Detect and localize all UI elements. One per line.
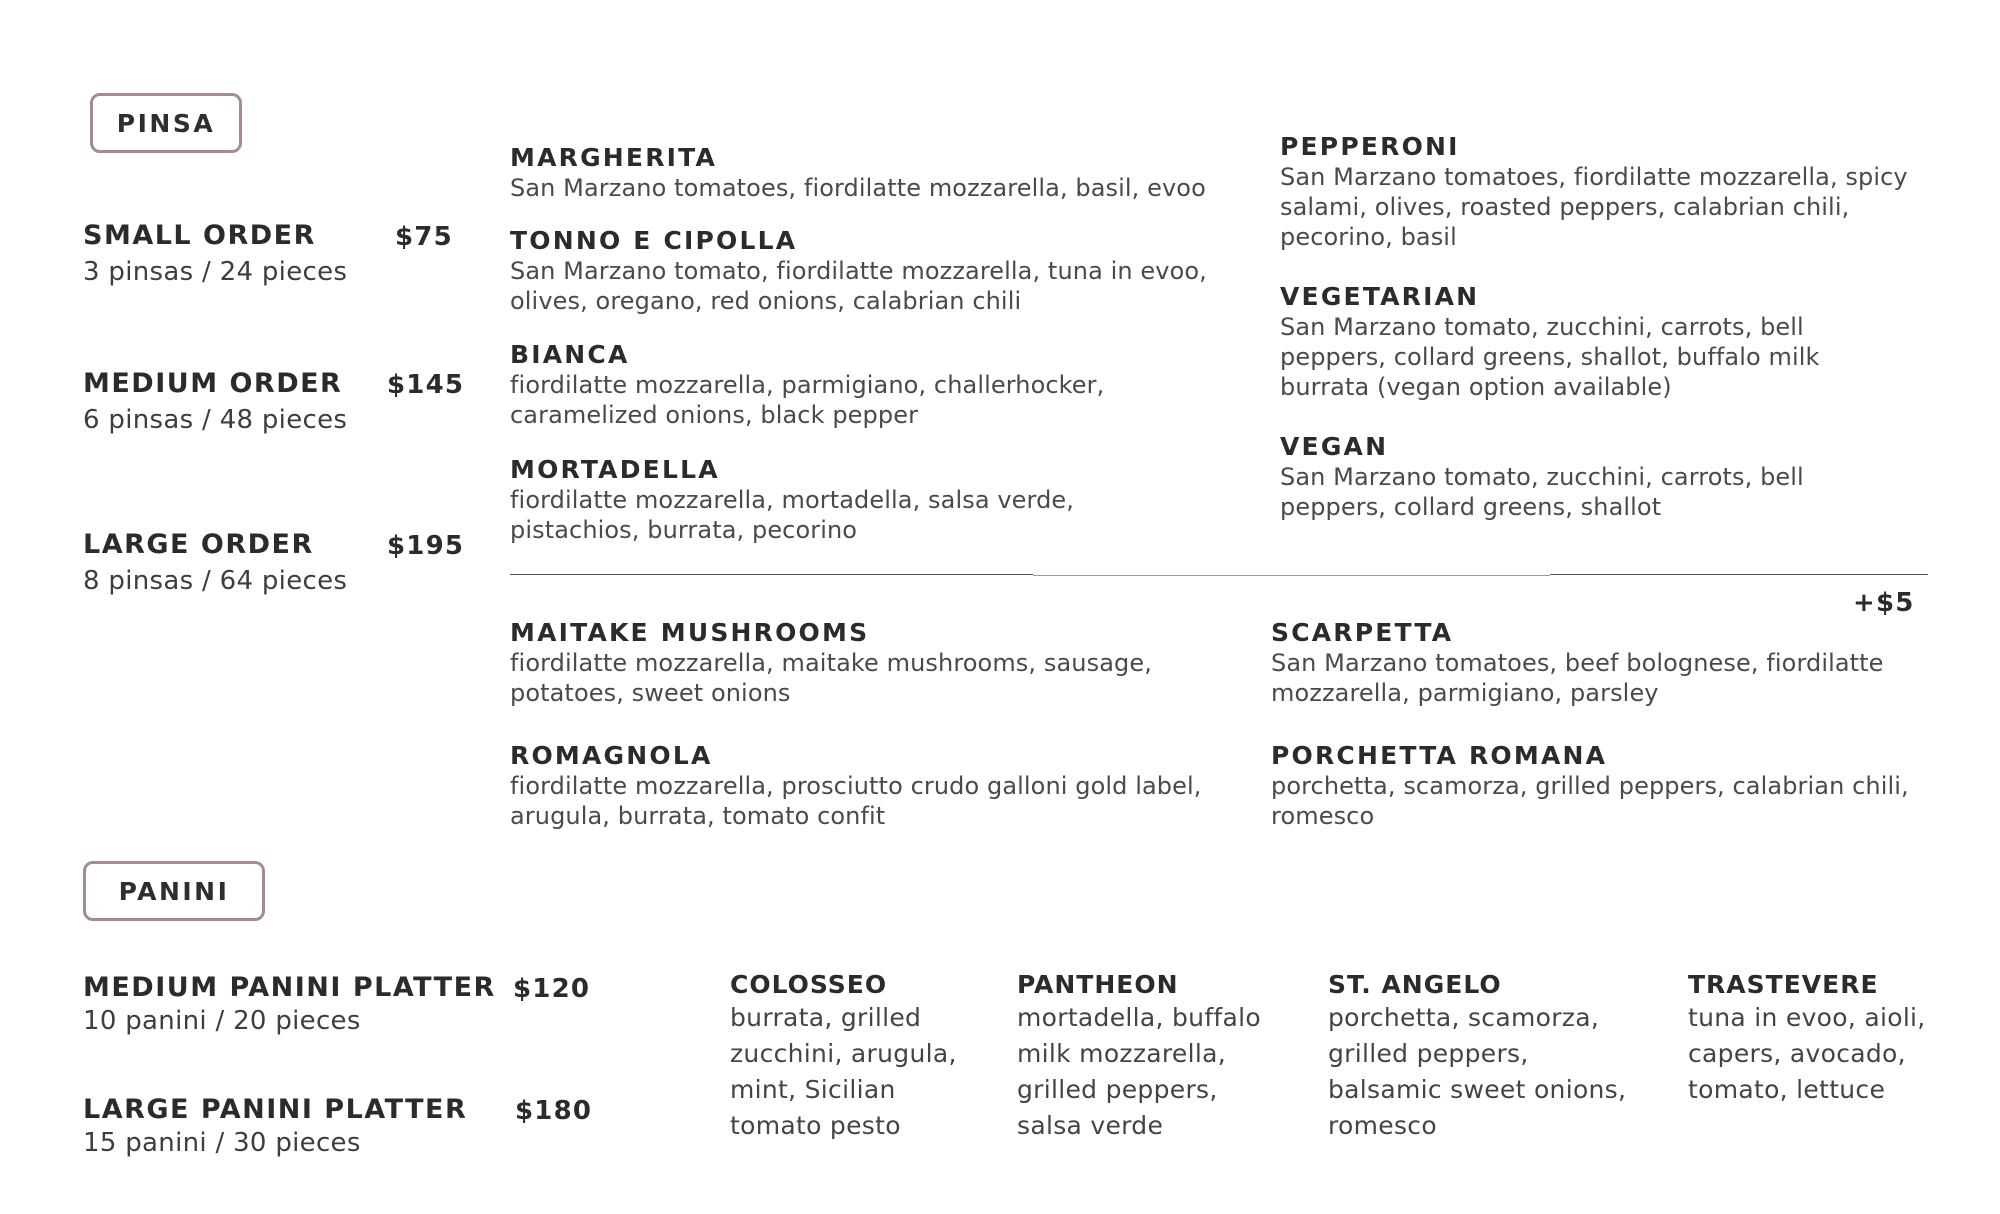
panini-section-badge: PANINI (83, 861, 265, 921)
menu-item-pepperoni (1280, 132, 1960, 252)
panini-item-pantheon (1017, 970, 1287, 1144)
large-order-title: LARGE ORDER (83, 529, 314, 560)
item-description: tuna in evoo, aioli, capers, avocado, tomato, lettuce (1688, 1003, 1926, 1104)
menu-item-porchetta-romana (1271, 741, 1961, 831)
menu-item-mortadella (510, 455, 1250, 545)
item-name: PANTHEON (1017, 970, 1179, 999)
medium-order-subtitle: 6 pinsas / 48 pieces (83, 405, 348, 435)
item-description: San Marzano tomatoes, beef bolognese, fiordilatte mozzarella, parmigiano, parsley (1271, 649, 1884, 707)
divider-line-middle (1033, 575, 1550, 576)
item-description: San Marzano tomatoes, fiordilatte mozzarella, spicy salami, olives, roasted peppers, calabrian chili, pecorino, basil (1280, 163, 1908, 251)
item-name: COLOSSEO (730, 970, 888, 999)
item-description: fiordilatte mozzarella, parmigiano, challerhocker, caramelized onions, black pepper (510, 371, 1105, 429)
menu-item-romagnola (510, 741, 1250, 831)
item-description: fiordilatte mozzarella, maitake mushrooms, sausage, potatoes, sweet onions (510, 649, 1152, 707)
large-panini-platter-title: LARGE PANINI PLATTER (83, 1094, 468, 1125)
medium-panini-platter-price: $120 (513, 974, 591, 1004)
item-name: ROMAGNOLA (510, 741, 713, 770)
item-name: TONNO E CIPOLLA (510, 226, 798, 255)
item-name: MAITAKE MUSHROOMS (510, 618, 870, 647)
panini-item-st-angelo (1328, 970, 1648, 1144)
item-description: fiordilatte mozzarella, prosciutto crudo galloni gold label, arugula, burrata, tomato confit (510, 772, 1202, 830)
medium-panini-platter-subtitle: 10 panini / 20 pieces (83, 1006, 361, 1036)
item-description: fiordilatte mozzarella, mortadella, salsa verde, pistachios, burrata, pecorino (510, 486, 1075, 544)
small-order-title: SMALL ORDER (83, 220, 316, 251)
item-name: VEGAN (1280, 432, 1389, 461)
large-order-price: $195 (387, 531, 465, 561)
divider-line-right (1550, 574, 1928, 575)
small-order-price: $75 (395, 222, 453, 252)
large-order-subtitle: 8 pinsas / 64 pieces (83, 566, 348, 596)
menu-item-margherita (510, 143, 1250, 203)
menu-item-vegetarian (1280, 282, 1880, 402)
item-description: porchetta, scamorza, grilled peppers, balsamic sweet onions, romesco (1328, 1003, 1627, 1140)
panini-item-colosseo (730, 970, 980, 1144)
medium-panini-platter-title: MEDIUM PANINI PLATTER (83, 972, 496, 1003)
divider-line-left (510, 574, 1033, 575)
item-name: MORTADELLA (510, 455, 720, 484)
menu-item-maitake-mushrooms (510, 618, 1250, 708)
item-name: ST. ANGELO (1328, 970, 1502, 999)
large-panini-platter-subtitle: 15 panini / 30 pieces (83, 1128, 361, 1158)
pinsa-section-badge: PINSA (90, 93, 242, 153)
item-name: PORCHETTA ROMANA (1271, 741, 1608, 770)
item-description: burrata, grilled zucchini, arugula, mint, Sicilian tomato pesto (730, 1003, 957, 1140)
item-description: mortadella, buffalo milk mozzarella, grilled peppers, salsa verde (1017, 1003, 1261, 1140)
item-description: San Marzano tomato, zucchini, carrots, bell peppers, collard greens, shallot, buffalo milk burrata (vegan option available) (1280, 313, 1820, 401)
menu-item-bianca (510, 340, 1250, 430)
menu-item-vegan (1280, 432, 1880, 522)
panini-item-trastevere (1688, 970, 1948, 1108)
medium-order-title: MEDIUM ORDER (83, 368, 343, 399)
item-description: San Marzano tomato, fiordilatte mozzarella, tuna in evoo, olives, oregano, red onions, calabrian chili (510, 257, 1207, 315)
item-name: BIANCA (510, 340, 630, 369)
medium-order-price: $145 (387, 370, 465, 400)
small-order-subtitle: 3 pinsas / 24 pieces (83, 257, 348, 287)
item-name: PEPPERONI (1280, 132, 1460, 161)
upcharge-label: +$5 (1853, 588, 1915, 618)
item-name: MARGHERITA (510, 143, 718, 172)
item-name: VEGETARIAN (1280, 282, 1480, 311)
item-description: porchetta, scamorza, grilled peppers, calabrian chili, romesco (1271, 772, 1909, 830)
menu-item-tonno-e-cipolla (510, 226, 1250, 316)
item-name: TRASTEVERE (1688, 970, 1879, 999)
menu-item-scarpetta (1271, 618, 1951, 708)
item-description: San Marzano tomatoes, fiordilatte mozzarella, basil, evoo (510, 174, 1206, 202)
item-name: SCARPETTA (1271, 618, 1454, 647)
large-panini-platter-price: $180 (515, 1096, 593, 1126)
item-description: San Marzano tomato, zucchini, carrots, bell peppers, collard greens, shallot (1280, 463, 1804, 521)
